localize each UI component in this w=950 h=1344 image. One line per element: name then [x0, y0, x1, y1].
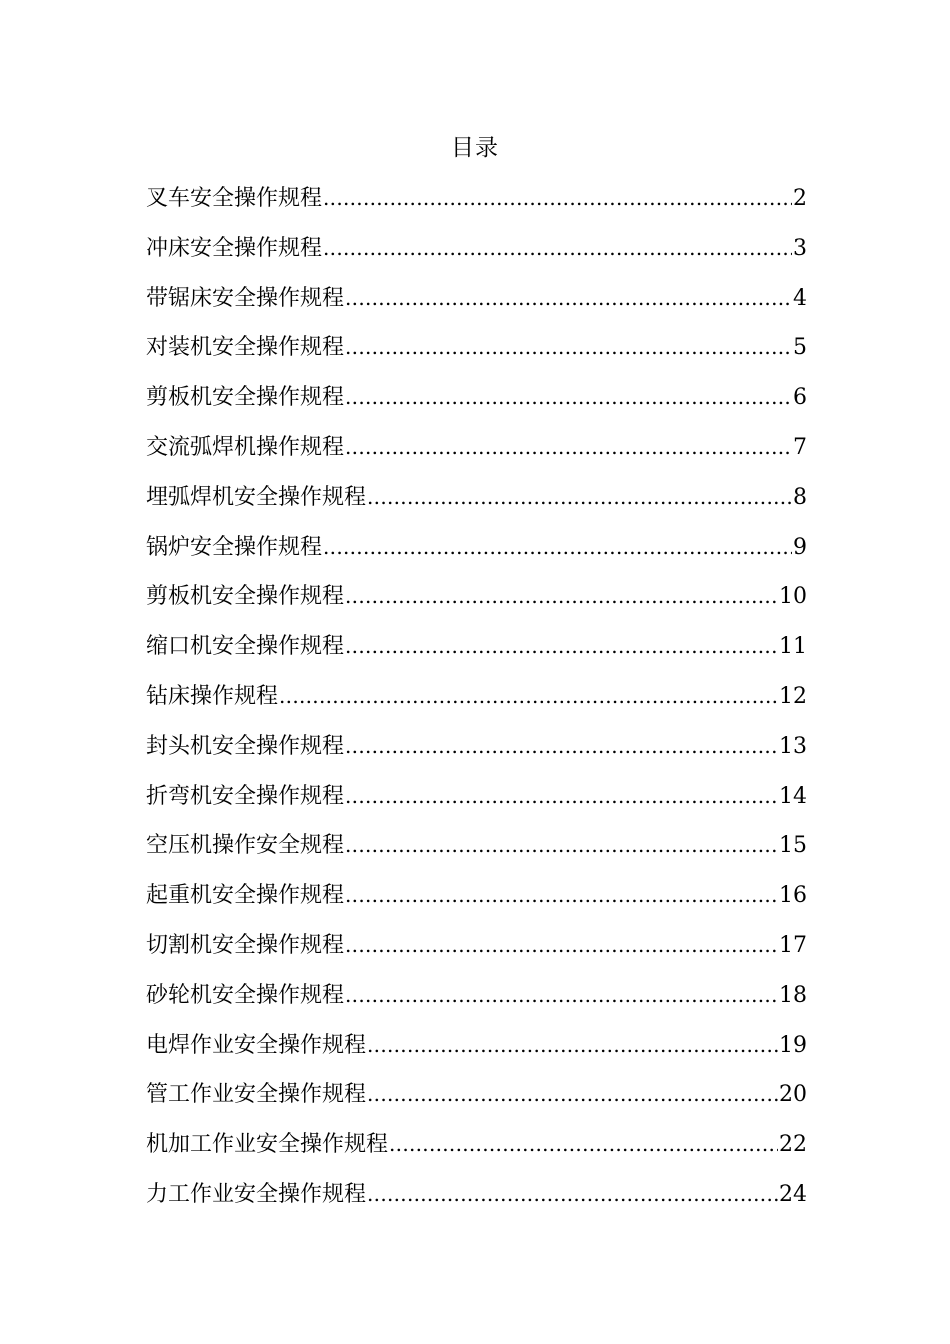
toc-dot-leader [323, 230, 792, 266]
toc-entry[interactable] [146, 827, 807, 877]
toc-entry[interactable] [146, 329, 807, 379]
toc-entry-label: 交流弧焊机操作规程 [146, 434, 345, 460]
toc-entry-page-number: 7 [793, 434, 807, 460]
toc-entry[interactable] [146, 977, 807, 1027]
toc-entry-label: 砂轮机安全操作规程 [146, 982, 345, 1008]
toc-entry-label: 剪板机安全操作规程 [146, 385, 345, 411]
toc-dot-leader [345, 379, 792, 415]
toc-entry-label: 机加工作业安全操作规程 [146, 1132, 389, 1158]
toc-entry[interactable] [146, 628, 807, 678]
toc-entry[interactable] [146, 1027, 807, 1077]
toc-dot-leader [345, 827, 778, 863]
toc-dot-leader [345, 329, 792, 365]
toc-dot-leader [345, 927, 778, 963]
toc-entry-label: 起重机安全操作规程 [146, 883, 345, 909]
toc-entry[interactable] [146, 927, 807, 977]
toc-entry-page-number: 9 [793, 534, 807, 560]
toc-entry-page-number: 10 [779, 584, 807, 610]
toc-entry-label: 折弯机安全操作规程 [146, 783, 345, 809]
toc-entry[interactable] [146, 1076, 807, 1126]
toc-entry-label: 封头机安全操作规程 [146, 733, 345, 759]
toc-entry-label: 力工作业安全操作规程 [146, 1181, 367, 1207]
toc-entry[interactable] [146, 379, 807, 429]
toc-title: 目录 [451, 135, 499, 161]
toc-dot-leader [279, 678, 778, 714]
toc-entry[interactable] [146, 429, 807, 479]
toc-entry[interactable] [146, 728, 807, 778]
toc-dot-leader [367, 1027, 778, 1063]
toc-entry-page-number: 5 [793, 335, 807, 361]
toc-entry-page-number: 15 [779, 833, 807, 859]
toc-entry[interactable] [146, 230, 807, 280]
toc-dot-leader [389, 1126, 778, 1162]
toc-entry-page-number: 2 [793, 186, 807, 211]
toc-entry-label: 锅炉安全操作规程 [146, 534, 323, 560]
toc-dot-leader [367, 1076, 778, 1112]
toc-entry-page-number: 11 [779, 634, 807, 660]
toc-dot-leader [345, 728, 778, 764]
toc-dot-leader [367, 479, 792, 515]
toc-dot-leader [345, 778, 778, 814]
toc-dot-leader [323, 529, 792, 565]
toc-entry[interactable] [146, 778, 807, 828]
toc-entry[interactable] [146, 578, 807, 628]
toc-entry-page-number: 22 [779, 1132, 807, 1158]
toc-entry-page-number: 14 [779, 783, 807, 809]
toc-entry-page-number: 17 [779, 932, 807, 958]
toc-entry-page-number: 6 [793, 385, 807, 411]
toc-entry-page-number: 20 [779, 1082, 807, 1108]
toc-entry-page-number: 8 [793, 484, 807, 510]
toc-entry-page-number: 16 [779, 883, 807, 909]
toc-entry[interactable] [146, 529, 807, 579]
toc-entry-label: 空压机操作安全规程 [146, 833, 345, 859]
toc-entry-page-number: 4 [793, 285, 807, 311]
toc-entry-page-number: 12 [779, 683, 807, 709]
toc-entry-label: 缩口机安全操作规程 [146, 634, 345, 660]
toc-dot-leader [345, 877, 778, 913]
toc-entry[interactable] [146, 479, 807, 529]
toc-entry-label: 管工作业安全操作规程 [146, 1082, 367, 1108]
toc-dot-leader [345, 280, 792, 316]
toc-dot-leader [345, 628, 778, 664]
toc-entry[interactable] [146, 1126, 807, 1176]
toc-entry-label: 电焊作业安全操作规程 [146, 1032, 367, 1058]
toc-entry-label: 冲床安全操作规程 [146, 235, 323, 261]
toc-entry[interactable] [146, 180, 807, 230]
toc-entry[interactable] [146, 1176, 807, 1226]
toc-dot-leader [323, 180, 792, 216]
toc-entry-page-number: 13 [779, 733, 807, 759]
toc-entry-label: 叉车安全操作规程 [146, 186, 323, 211]
toc-entry-page-number: 24 [779, 1181, 807, 1207]
toc-dot-leader [345, 578, 778, 614]
toc-entry-label: 剪板机安全操作规程 [146, 584, 345, 610]
toc-dot-leader [345, 429, 792, 465]
toc-entry-label: 切割机安全操作规程 [146, 932, 345, 958]
toc-dot-leader [345, 977, 778, 1013]
toc-entry-label: 埋弧焊机安全操作规程 [146, 484, 367, 510]
toc-entry-label: 对装机安全操作规程 [146, 335, 345, 361]
toc-entry[interactable] [146, 678, 807, 728]
toc-entry-label: 带锯床安全操作规程 [146, 285, 345, 311]
toc-entry-label: 钻床操作规程 [146, 683, 279, 709]
table-of-contents [146, 180, 807, 1226]
toc-entry-page-number: 18 [779, 982, 807, 1008]
toc-entry[interactable] [146, 877, 807, 927]
toc-entry-page-number: 19 [779, 1032, 807, 1058]
toc-entry[interactable] [146, 280, 807, 330]
toc-entry-page-number: 3 [793, 235, 807, 261]
toc-dot-leader [367, 1176, 778, 1212]
